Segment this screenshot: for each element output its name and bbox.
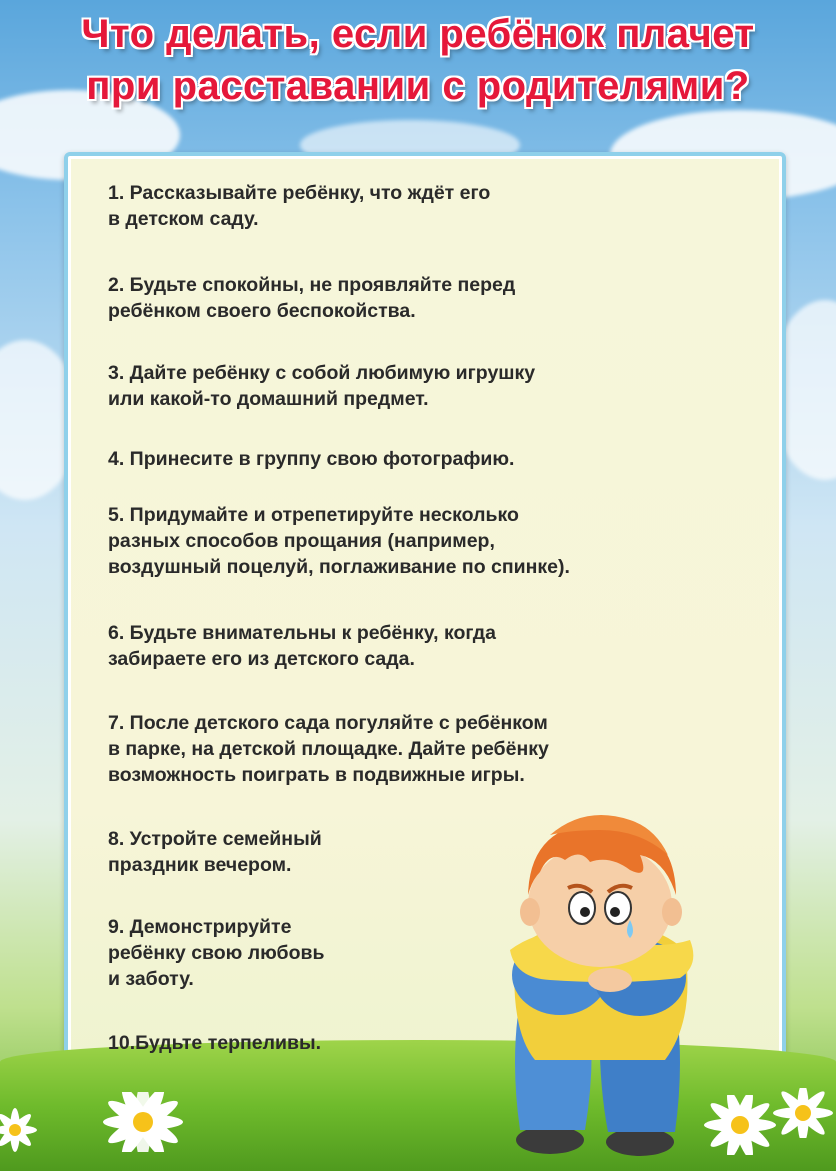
tip-item: 4. Принесите в группу свою фотографию. xyxy=(108,448,515,470)
crying-boy-illustration xyxy=(490,800,710,1160)
daisy-icon xyxy=(0,1105,40,1155)
title-line-2: при расставании с родителями? xyxy=(86,64,750,108)
page-title xyxy=(0,8,836,112)
tip-item: 1. Рассказывайте ребёнку, что ждёт его в детском саду. xyxy=(108,182,491,230)
tip-item: 5. Придумайте и отрепетируйте несколько разных способов прощания (например, воздушный поцелуй, поглаживание по спинке). xyxy=(108,504,570,578)
tip-item: 7. После детского сада погуляйте с ребёнком в парке, на детской площадке. Дайте ребёнку возможность поиграть в подвижные игры. xyxy=(108,712,549,786)
tip-item: 6. Будьте внимательны к ребёнку, когда забираете его из детского сада. xyxy=(108,622,496,670)
tip-item: 2. Будьте спокойны, не проявляйте перед ребёнком своего беспокойства. xyxy=(108,274,516,322)
daisy-icon xyxy=(98,1092,188,1152)
tip-item: 9. Демонстрируйте ребёнку свою любовь и заботу. xyxy=(108,916,325,990)
tip-item: 8. Устройте семейный праздник вечером. xyxy=(108,828,322,876)
tip-item: 10.Будьте терпеливы. xyxy=(108,1032,322,1054)
title-line-1: Что делать, если ребёнок плачет xyxy=(81,12,755,56)
tip-item: 3. Дайте ребёнку с собой любимую игрушку или какой-то домашний предмет. xyxy=(108,362,536,410)
daisy-icon xyxy=(700,1095,780,1155)
daisy-icon xyxy=(770,1088,836,1138)
